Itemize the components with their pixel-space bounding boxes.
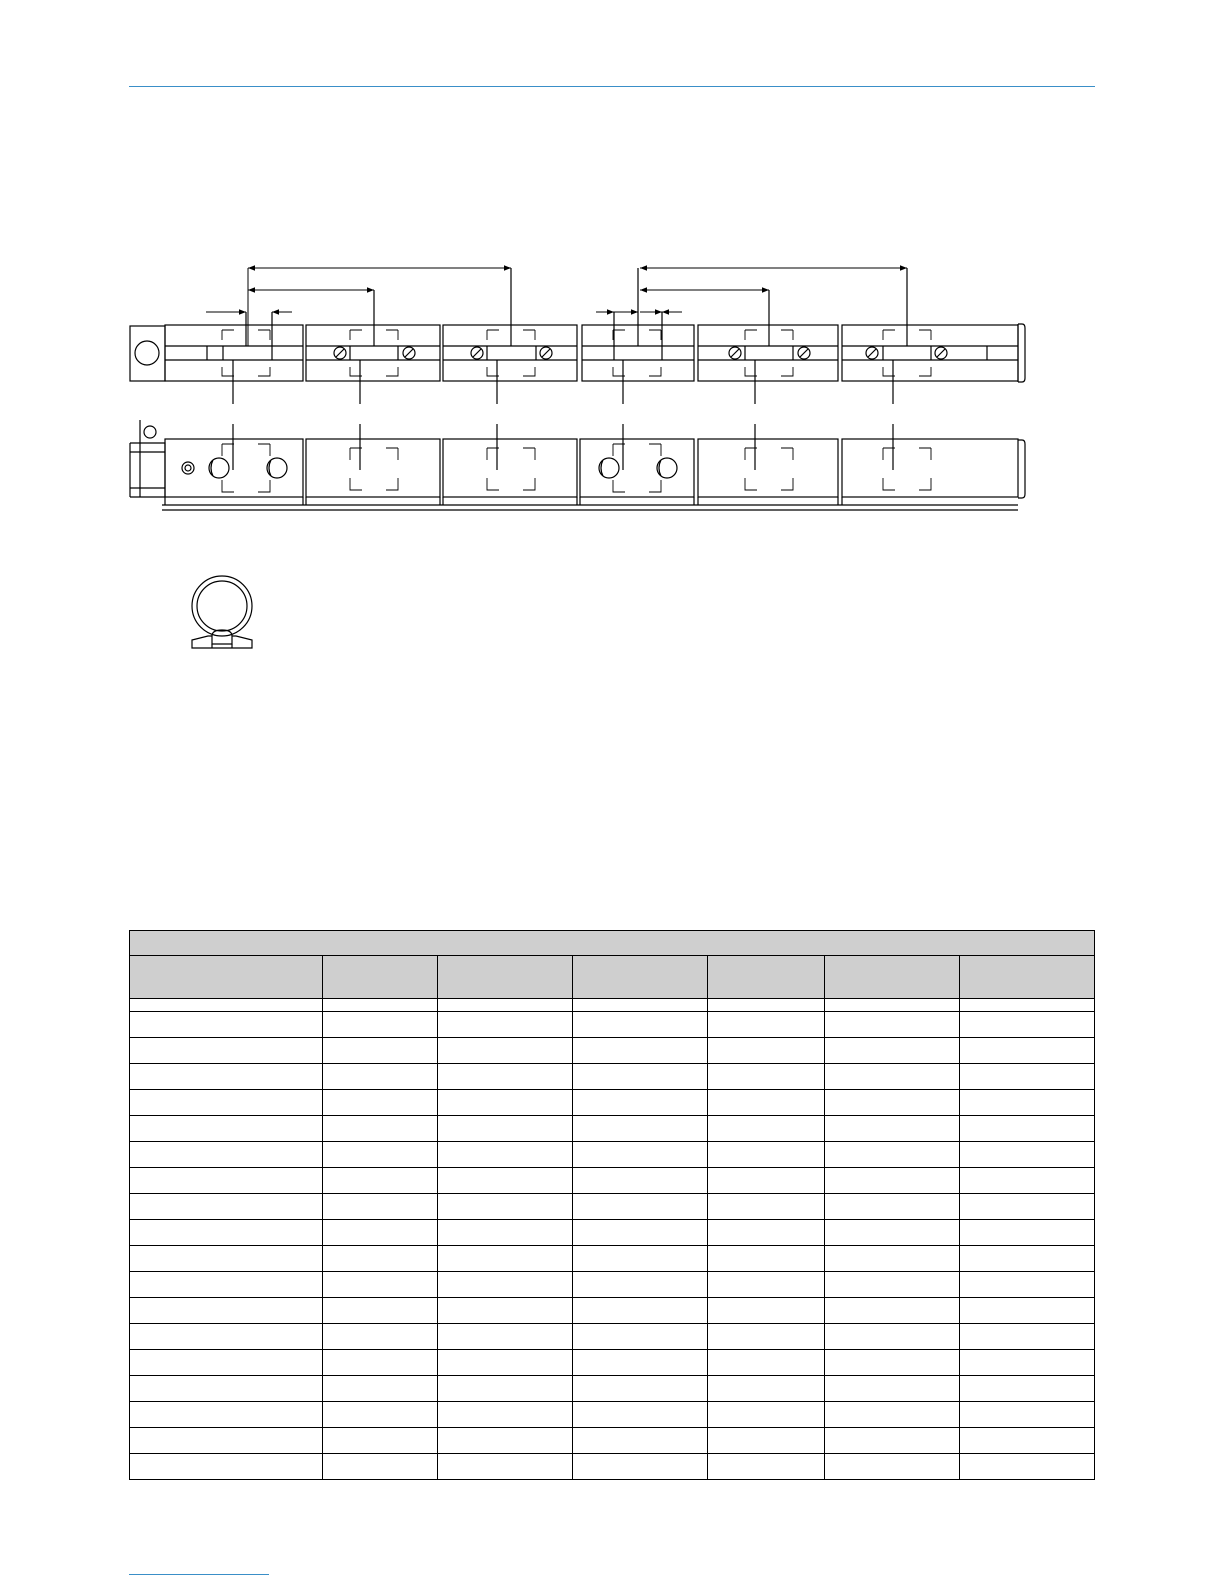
table-row bbox=[130, 1350, 1095, 1376]
table-cell bbox=[130, 1090, 323, 1116]
table-cell bbox=[573, 1116, 708, 1142]
top-module-2 bbox=[306, 290, 440, 404]
side-module-4 bbox=[580, 424, 694, 505]
column-header bbox=[825, 956, 960, 999]
table-cell bbox=[573, 1194, 708, 1220]
table-row bbox=[130, 1038, 1095, 1064]
table-cell bbox=[573, 1012, 708, 1038]
right-end-cap bbox=[1018, 324, 1025, 382]
table-cell bbox=[573, 999, 708, 1012]
table-row bbox=[130, 1246, 1095, 1272]
spec-table bbox=[129, 930, 1095, 1480]
table-cell bbox=[708, 1402, 825, 1428]
table-cell bbox=[708, 1298, 825, 1324]
table-cell bbox=[708, 1038, 825, 1064]
table-row bbox=[130, 1428, 1095, 1454]
table-cell bbox=[438, 1428, 573, 1454]
side-module-6 bbox=[842, 424, 1018, 505]
table-cell bbox=[825, 1272, 960, 1298]
top-view bbox=[130, 268, 1025, 404]
table-cell bbox=[825, 1298, 960, 1324]
small-hole-icon bbox=[185, 465, 191, 471]
table-cell bbox=[825, 1064, 960, 1090]
end-cap-hole-icon bbox=[135, 341, 159, 365]
table-cell bbox=[323, 1350, 438, 1376]
table-cell bbox=[573, 1428, 708, 1454]
table-cell bbox=[959, 1350, 1094, 1376]
table-cell bbox=[708, 1194, 825, 1220]
table-row bbox=[130, 1402, 1095, 1428]
table-cell bbox=[323, 1428, 438, 1454]
table-cell bbox=[959, 1298, 1094, 1324]
table-cell bbox=[573, 1090, 708, 1116]
table-cell bbox=[959, 1168, 1094, 1194]
table-header-row bbox=[130, 956, 1095, 999]
table-cell bbox=[825, 1246, 960, 1272]
table-cell bbox=[130, 1402, 323, 1428]
table-cell bbox=[573, 1454, 708, 1480]
table-cell bbox=[825, 1038, 960, 1064]
table-row bbox=[130, 1298, 1095, 1324]
table-row bbox=[130, 1220, 1095, 1246]
table-row bbox=[130, 1090, 1095, 1116]
top-module-3 bbox=[443, 268, 577, 404]
table-row bbox=[130, 1272, 1095, 1298]
top-module-4 bbox=[582, 268, 694, 404]
table-cell bbox=[959, 1246, 1094, 1272]
table-cell bbox=[438, 1194, 573, 1220]
table-cell bbox=[825, 999, 960, 1012]
column-header bbox=[573, 956, 708, 999]
table-cell bbox=[959, 1454, 1094, 1480]
column-header bbox=[130, 956, 323, 999]
table-cell bbox=[438, 1454, 573, 1480]
table-cell bbox=[959, 1194, 1094, 1220]
top-module-1 bbox=[165, 312, 303, 404]
table-cell bbox=[825, 1324, 960, 1350]
table-cell bbox=[323, 1012, 438, 1038]
table-cell bbox=[130, 1064, 323, 1090]
table-cell bbox=[438, 1246, 573, 1272]
table-cell bbox=[323, 999, 438, 1012]
table-cell bbox=[438, 1142, 573, 1168]
top-module-6 bbox=[842, 268, 1018, 404]
table-cell bbox=[825, 1012, 960, 1038]
table-cell bbox=[959, 1376, 1094, 1402]
cross-section-icon bbox=[192, 576, 252, 648]
table-cell bbox=[825, 1168, 960, 1194]
table-cell bbox=[130, 1324, 323, 1350]
table-cell bbox=[708, 1272, 825, 1298]
table-cell bbox=[708, 1428, 825, 1454]
table-cell bbox=[130, 1116, 323, 1142]
table-cell bbox=[438, 1298, 573, 1324]
table-cell bbox=[708, 1324, 825, 1350]
table-cell bbox=[130, 1454, 323, 1480]
table-cell bbox=[130, 1142, 323, 1168]
table-cell bbox=[323, 1272, 438, 1298]
table-cell bbox=[130, 1298, 323, 1324]
column-header bbox=[959, 956, 1094, 999]
table-cell bbox=[573, 1376, 708, 1402]
table-cell bbox=[573, 1350, 708, 1376]
table-cell bbox=[708, 1454, 825, 1480]
table-cell bbox=[573, 1298, 708, 1324]
table-cell bbox=[959, 1038, 1094, 1064]
table-cell bbox=[438, 1350, 573, 1376]
dimension-lines bbox=[206, 268, 907, 346]
table-cell bbox=[573, 1220, 708, 1246]
table-cell bbox=[438, 1168, 573, 1194]
table-cell bbox=[825, 1350, 960, 1376]
table-cell bbox=[708, 1168, 825, 1194]
table-cell bbox=[825, 1090, 960, 1116]
table-cell bbox=[573, 1142, 708, 1168]
table-cell bbox=[959, 1324, 1094, 1350]
table-title bbox=[130, 931, 1095, 956]
table-cell bbox=[708, 1246, 825, 1272]
table-cell bbox=[438, 1012, 573, 1038]
table-cell bbox=[708, 1090, 825, 1116]
table-row bbox=[130, 1454, 1095, 1480]
table-cell bbox=[959, 1428, 1094, 1454]
table-row bbox=[130, 1194, 1095, 1220]
table-row bbox=[130, 1324, 1095, 1350]
side-view bbox=[130, 420, 1025, 510]
end-cap-hole-icon bbox=[144, 426, 156, 438]
table-cell bbox=[323, 1168, 438, 1194]
table-cell bbox=[130, 999, 323, 1012]
table-cell bbox=[323, 1038, 438, 1064]
table-cell bbox=[323, 1246, 438, 1272]
table-cell bbox=[130, 1012, 323, 1038]
table-cell bbox=[323, 1090, 438, 1116]
table-cell bbox=[438, 999, 573, 1012]
table-title-row bbox=[130, 931, 1095, 956]
table-cell bbox=[708, 1012, 825, 1038]
table-cell bbox=[708, 1116, 825, 1142]
table-cell bbox=[438, 1064, 573, 1090]
column-header bbox=[708, 956, 825, 999]
table-cell bbox=[130, 1376, 323, 1402]
table-cell bbox=[708, 1350, 825, 1376]
table-cell bbox=[438, 1376, 573, 1402]
technical-drawing bbox=[0, 0, 1225, 700]
table-cell bbox=[825, 1428, 960, 1454]
side-module-3 bbox=[443, 424, 577, 505]
table-cell bbox=[323, 1194, 438, 1220]
table-cell bbox=[323, 1402, 438, 1428]
table-cell bbox=[959, 1090, 1094, 1116]
table-row bbox=[130, 1376, 1095, 1402]
table-cell bbox=[130, 1246, 323, 1272]
table-cell bbox=[959, 1142, 1094, 1168]
table-cell bbox=[825, 1376, 960, 1402]
table-cell bbox=[573, 1324, 708, 1350]
table-cell bbox=[959, 1012, 1094, 1038]
side-module-2 bbox=[306, 424, 440, 505]
table-cell bbox=[825, 1116, 960, 1142]
table-cell bbox=[825, 1402, 960, 1428]
column-header bbox=[438, 956, 573, 999]
table-cell bbox=[130, 1428, 323, 1454]
top-module-5 bbox=[698, 290, 838, 404]
table-cell bbox=[323, 1298, 438, 1324]
table-cell bbox=[323, 1376, 438, 1402]
table-cell bbox=[708, 999, 825, 1012]
table-cell bbox=[573, 1402, 708, 1428]
table-cell bbox=[573, 1168, 708, 1194]
table-cell bbox=[825, 1220, 960, 1246]
table-cell bbox=[323, 1142, 438, 1168]
table-cell bbox=[708, 1376, 825, 1402]
table-cell bbox=[323, 1454, 438, 1480]
table-cell bbox=[438, 1090, 573, 1116]
table-cell bbox=[959, 1220, 1094, 1246]
table-cell bbox=[130, 1350, 323, 1376]
table-row bbox=[130, 1012, 1095, 1038]
table-cell bbox=[130, 1038, 323, 1064]
table-cell bbox=[708, 1220, 825, 1246]
table-cell bbox=[959, 1116, 1094, 1142]
table-cell bbox=[323, 1220, 438, 1246]
table-cell bbox=[438, 1272, 573, 1298]
table-cell bbox=[130, 1194, 323, 1220]
table-cell bbox=[825, 1194, 960, 1220]
table-cell bbox=[959, 1064, 1094, 1090]
table-row bbox=[130, 1142, 1095, 1168]
table-cell bbox=[438, 1116, 573, 1142]
table-cell bbox=[959, 1402, 1094, 1428]
table-cell bbox=[323, 1064, 438, 1090]
side-module-5 bbox=[698, 424, 838, 505]
table-cell bbox=[708, 1142, 825, 1168]
table-cell bbox=[573, 1064, 708, 1090]
table-cell bbox=[573, 1246, 708, 1272]
table-cell bbox=[438, 1220, 573, 1246]
footer-rule bbox=[129, 1574, 269, 1575]
table-cell bbox=[959, 1272, 1094, 1298]
table-cell bbox=[130, 1272, 323, 1298]
table-row bbox=[130, 1064, 1095, 1090]
table-cell bbox=[438, 1038, 573, 1064]
table-row bbox=[130, 1168, 1095, 1194]
table-cell bbox=[130, 1220, 323, 1246]
table-cell bbox=[573, 1038, 708, 1064]
table-cell bbox=[323, 1324, 438, 1350]
table-cell bbox=[573, 1272, 708, 1298]
table-cell bbox=[825, 1142, 960, 1168]
table-cell bbox=[825, 1454, 960, 1480]
table-cell bbox=[708, 1064, 825, 1090]
table-cell bbox=[438, 1324, 573, 1350]
table-row bbox=[130, 999, 1095, 1012]
table-cell bbox=[130, 1168, 323, 1194]
side-module-1 bbox=[165, 424, 303, 505]
table-cell bbox=[438, 1402, 573, 1428]
table-row bbox=[130, 1116, 1095, 1142]
column-header bbox=[323, 956, 438, 999]
table-cell bbox=[959, 999, 1094, 1012]
table-cell bbox=[323, 1116, 438, 1142]
